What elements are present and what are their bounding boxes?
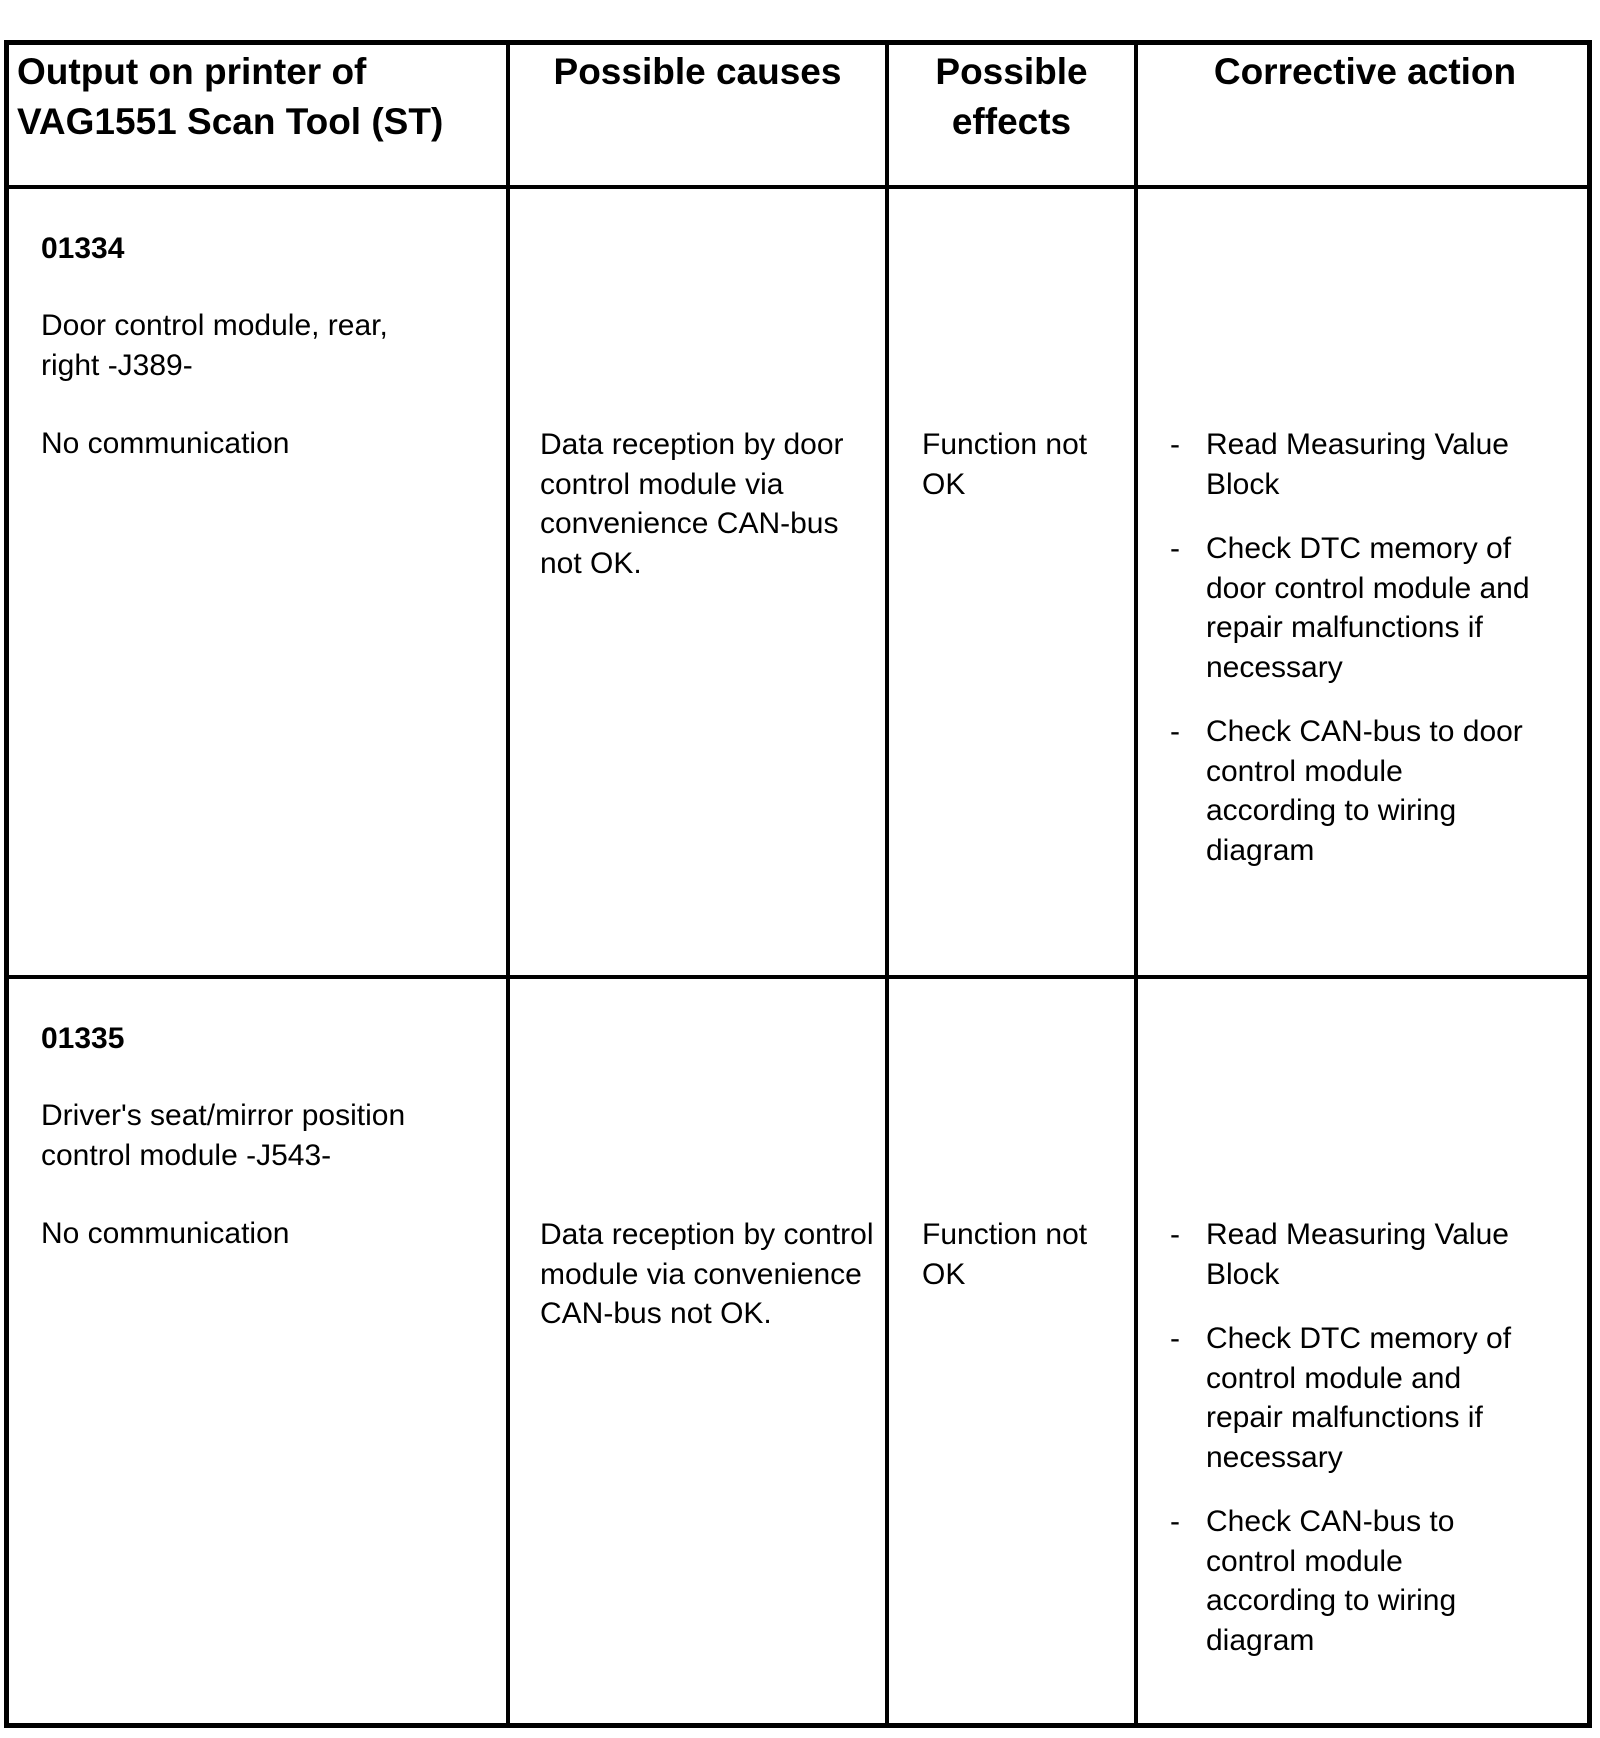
dash-marker: - (1170, 532, 1180, 565)
list-item (1160, 1319, 1540, 1477)
dtc-table (4, 40, 1592, 1728)
corrective-actions (1160, 1215, 1540, 1685)
column-divider (1134, 45, 1138, 1723)
dash-marker: - (1170, 428, 1180, 461)
possible-cause: Data reception by door control module via convenience CAN-bus not OK. (540, 428, 844, 580)
dtc-code: 01334 (41, 232, 125, 265)
list-item (1160, 712, 1540, 870)
table-row-output (41, 229, 491, 464)
header-possible-effects: Possible effects (935, 51, 1088, 142)
component-name: Driver's seat/mirror position control module -J543- (41, 1099, 406, 1172)
action-text: Check DTC memory of control module and repair malfunctions if necessary (1206, 1322, 1512, 1474)
dash-marker: - (1170, 1322, 1180, 1355)
possible-cause: Data reception by control module via convenience CAN-bus not OK. (540, 1218, 874, 1330)
dtc-code: 01335 (41, 1022, 125, 1055)
action-text: Check DTC memory of door control module and repair malfunctions if necessary (1206, 532, 1530, 684)
list-item (1160, 425, 1540, 504)
header-corrective-action: Corrective action (1213, 51, 1517, 92)
column-divider (885, 45, 889, 1723)
header-possible-causes: Possible causes (553, 51, 842, 92)
dash-marker: - (1170, 1505, 1180, 1538)
fault-text: No communication (41, 1217, 290, 1250)
possible-effect: Function not OK (922, 428, 1088, 501)
column-divider (506, 45, 510, 1723)
dash-marker: - (1170, 1218, 1180, 1251)
action-text: Read Measuring Value Block (1206, 1218, 1509, 1291)
corrective-actions (1160, 425, 1540, 895)
row-divider (9, 185, 1587, 189)
action-text: Read Measuring Value Block (1206, 428, 1509, 501)
list-item (1160, 529, 1540, 687)
fault-text: No communication (41, 427, 290, 460)
list-item (1160, 1502, 1540, 1660)
row-divider (9, 975, 1587, 979)
header-output: Output on printer of VAG1551 Scan Tool (ST) (17, 51, 444, 142)
component-name: Door control module, rear, right -J389- (41, 309, 388, 382)
action-text: Check CAN-bus to door control module according to wiring diagram (1206, 715, 1523, 867)
table-row-output (41, 1019, 491, 1254)
action-text: Check CAN-bus to control module according to wiring diagram (1206, 1505, 1457, 1657)
list-item (1160, 1215, 1540, 1294)
possible-effect: Function not OK (922, 1218, 1088, 1291)
dash-marker: - (1170, 715, 1180, 748)
